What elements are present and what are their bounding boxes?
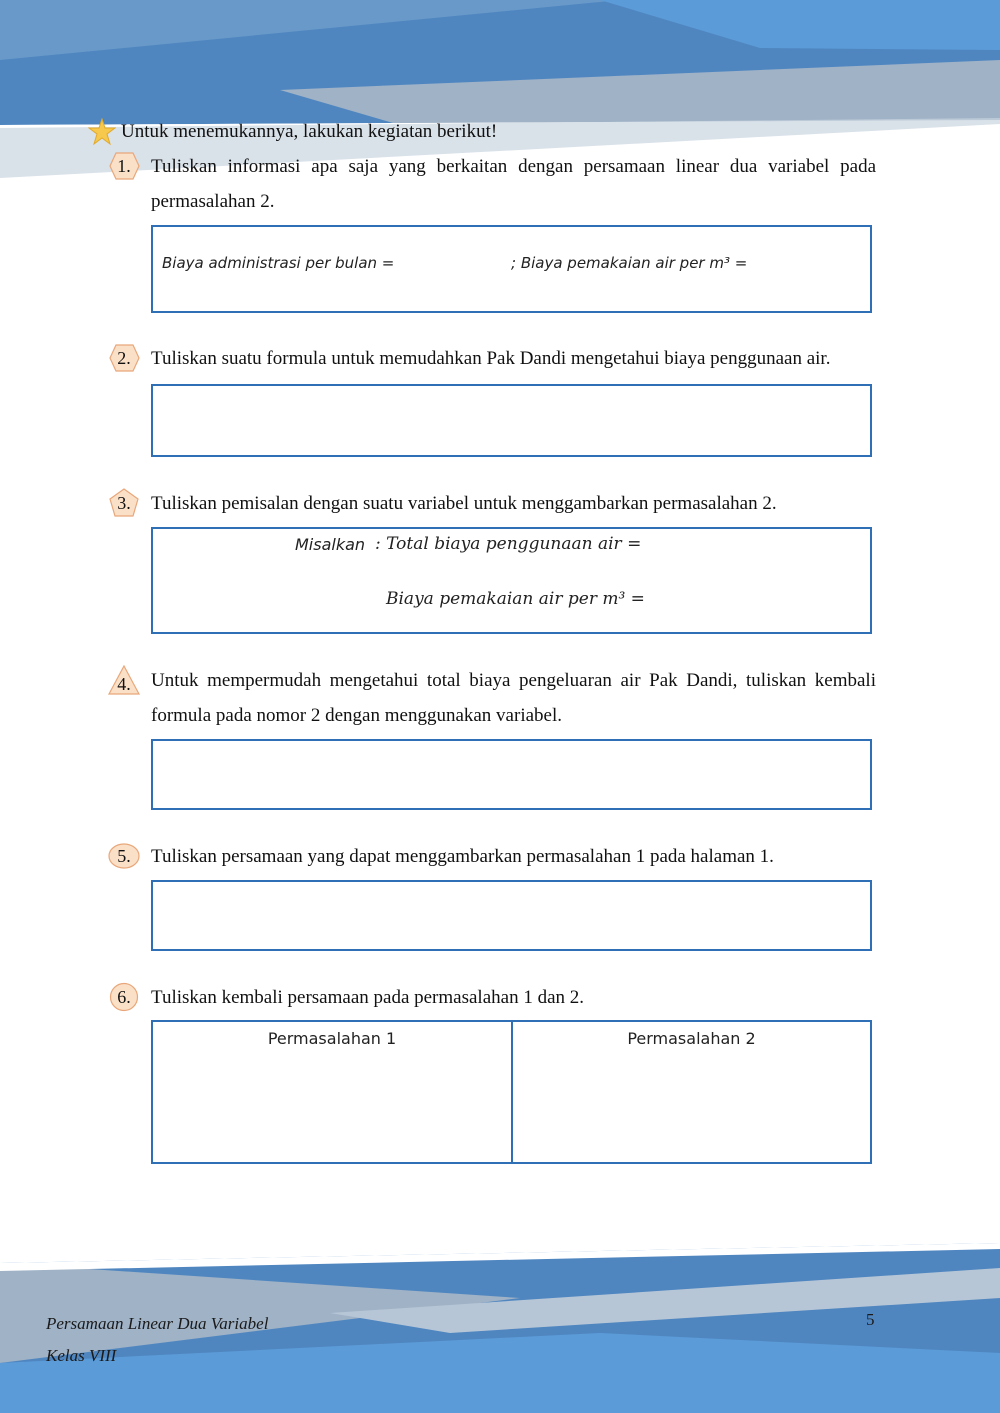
water-cost-variable: Biaya pemakaian air per m³ =: [386, 589, 645, 609]
answer-table-6: [151, 1020, 872, 1164]
page-number: 5: [866, 1310, 875, 1329]
question-number-badge: 4.: [108, 665, 140, 695]
water-cost-label: ; Biaya pemakaian air per m³ =: [511, 254, 748, 272]
intro-text: Untuk menemukannya, lakukan kegiatan berikut!: [121, 121, 498, 142]
answer-box-2[interactable]: [151, 384, 872, 457]
problem-2-header: Permasalahan 2: [627, 1029, 756, 1048]
star-icon: [88, 118, 116, 146]
problem-1-cell[interactable]: [153, 1022, 513, 1162]
question-number-badge: 1.: [108, 151, 140, 181]
question-number-badge: 3.: [108, 488, 140, 518]
footer-decoration: [0, 1213, 1000, 1413]
total-cost-variable: : Total biaya penggunaan air =: [375, 534, 642, 554]
question-1: [108, 149, 876, 219]
intro-line: [88, 118, 497, 146]
question-number-badge: 5.: [108, 841, 140, 871]
question-text: Tuliskan kembali persamaan pada permasalahan 1 dan 2.: [151, 987, 585, 1008]
question-text: Tuliskan informasi apa saja yang berkaitan dengan persamaan linear dua variabel pada permasalahan 2.: [151, 156, 876, 212]
problem-2-cell[interactable]: [513, 1022, 870, 1162]
question-6: [108, 980, 876, 1015]
question-text: Tuliskan persamaan yang dapat menggambarkan permasalahan 1 pada halaman 1.: [151, 846, 774, 867]
answer-box-5[interactable]: [151, 880, 872, 951]
question-4: [108, 663, 876, 733]
question-text: Tuliskan pemisalan dengan suatu variabel untuk menggambarkan permasalahan 2.: [151, 493, 777, 514]
suppose-label: Misalkan: [295, 535, 366, 554]
problem-1-header: Permasalahan 1: [267, 1029, 397, 1048]
footer-class-label: Kelas VIII: [46, 1346, 117, 1365]
question-text: Tuliskan suatu formula untuk memudahkan Pak Dandi mengetahui biaya penggunaan air.: [151, 348, 831, 369]
question-text: Untuk mempermudah mengetahui total biaya pengeluaran air Pak Dandi, tuliskan kembali formula pada nomor 2 dengan menggunakan variabel.: [151, 670, 876, 726]
footer-book-title: Persamaan Linear Dua Variabel: [46, 1314, 269, 1333]
answer-box-4[interactable]: [151, 739, 872, 810]
answer-box-1[interactable]: [151, 225, 872, 313]
question-3: [108, 486, 876, 521]
question-5: [108, 839, 876, 874]
admin-cost-label: Biaya administrasi per bulan =: [162, 254, 395, 272]
answer-box-3[interactable]: [151, 527, 872, 634]
question-number-badge: 2.: [108, 343, 140, 373]
question-2: [108, 341, 876, 376]
question-number-badge: 6.: [108, 982, 140, 1012]
